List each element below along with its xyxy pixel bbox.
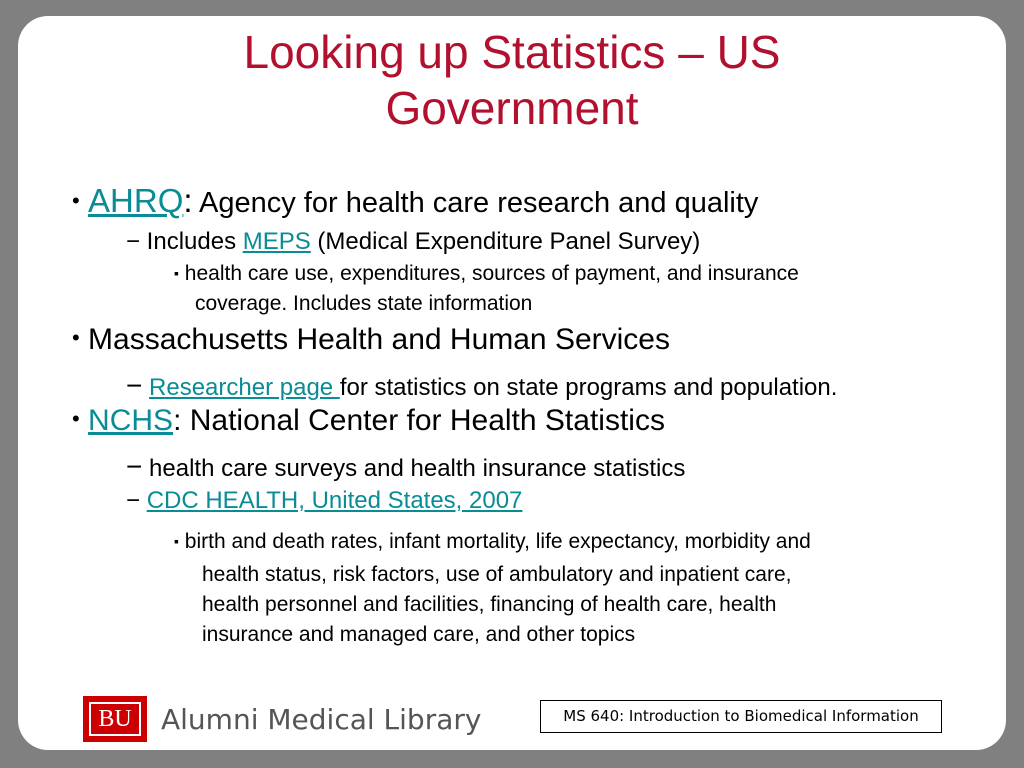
bullet-nchs: [72, 404, 665, 438]
ahrq-colon: :: [183, 182, 193, 219]
library-logo: [83, 694, 481, 744]
bullet-massachusetts: [72, 323, 670, 357]
nchs-link[interactable]: NCHS: [88, 404, 174, 437]
bu-logo-text: BU: [89, 702, 141, 736]
sub-bullet-cdc: [126, 487, 522, 515]
cdc-detail-line-1: [174, 530, 811, 554]
bullet-ahrq: [72, 182, 758, 220]
library-name: Alumni Medical Library: [161, 702, 482, 736]
square-marker: ▪: [174, 265, 179, 281]
cdc-detail-line-4: insurance and managed care, and other topics: [202, 623, 636, 646]
sub-bullet-meps: [126, 228, 700, 256]
dash-marker: −: [126, 451, 143, 482]
bullet-marker: •: [72, 325, 80, 350]
title-line-2: Government: [385, 82, 639, 134]
dash-marker: −: [126, 370, 143, 401]
bu-logo-mark: [83, 696, 147, 742]
dash-marker: −: [126, 228, 141, 255]
square-marker: ▪: [174, 533, 179, 549]
cdc-detail-text-1: birth and death rates, infant mortality, life expectancy, morbidity and: [178, 530, 811, 553]
meps-detail-line-1: [174, 262, 799, 286]
massachusetts-text: Massachusetts Health and Human Services: [79, 323, 670, 356]
cdc-health-link[interactable]: CDC HEALTH, United States, 2007: [146, 487, 523, 514]
nchs-description: : National Center for Health Statistics: [173, 404, 665, 437]
bullet-marker: •: [72, 406, 80, 431]
sub-bullet-researcher: [126, 370, 837, 402]
meps-detail-line-2: coverage. Includes state information: [195, 292, 533, 315]
cdc-detail-line-2: health status, risk factors, use of ambulatory and inpatient care,: [202, 563, 792, 586]
course-label: MS 640: Introduction to Biomedical Information: [540, 700, 942, 733]
meps-suffix: (Medical Expenditure Panel Survey): [310, 228, 701, 255]
researcher-page-link[interactable]: Researcher page: [149, 374, 340, 401]
ahrq-description: Agency for health care research and quality: [192, 187, 759, 219]
meps-link[interactable]: MEPS: [242, 228, 311, 255]
surveys-text: health care surveys and health insurance statistics: [142, 455, 686, 482]
bullet-marker: •: [72, 188, 80, 213]
researcher-suffix: for statistics on state programs and population.: [339, 374, 838, 401]
cdc-detail-line-3: health personnel and facilities, financing of health care, health: [202, 593, 777, 616]
ahrq-link[interactable]: AHRQ: [88, 182, 184, 219]
meps-detail-text-1: health care use, expenditures, sources of payment, and insurance: [178, 262, 799, 285]
title-line-1: Looking up Statistics – US: [243, 26, 781, 78]
dash-marker: −: [126, 487, 141, 514]
meps-prefix: Includes: [140, 228, 243, 255]
sub-bullet-surveys: [126, 451, 685, 483]
